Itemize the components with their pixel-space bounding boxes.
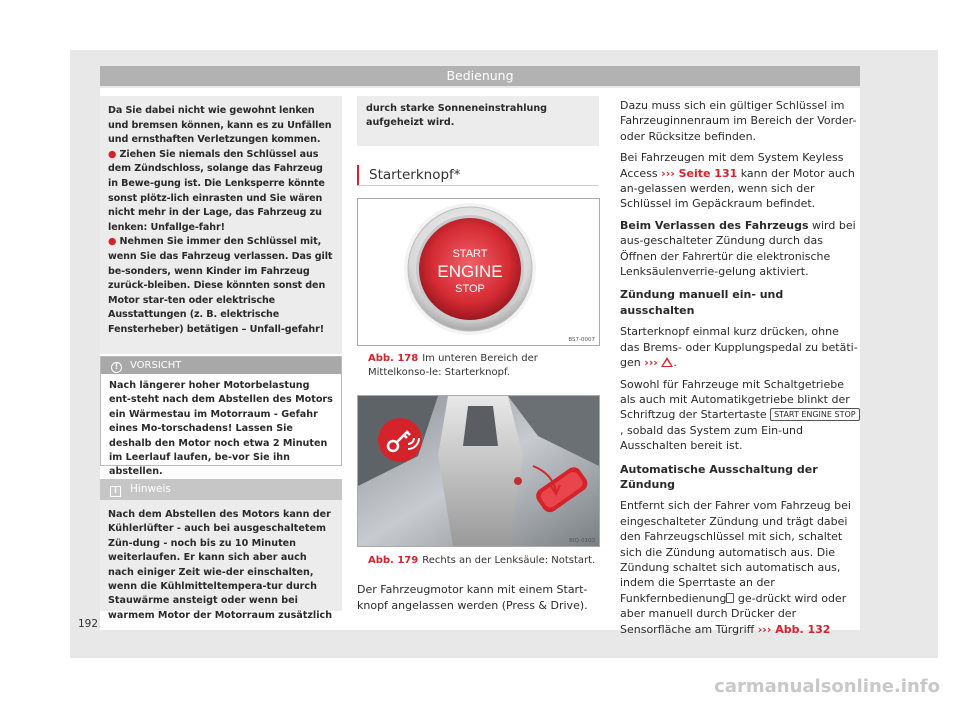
- wireless-key-icon: [378, 418, 422, 462]
- warning-box-continued: [100, 96, 342, 354]
- paragraph: [620, 498, 860, 637]
- figure-label: Abb. 179: [368, 555, 419, 566]
- warning-text-2: Ziehen Sie niemals den Schlüssel aus dem Zündschloss, solange das Fahrzeug in Bewe-gung ist. Die Lenksperre könnte sonst plötz-lich einrasten und Sie wären nicht mehr in der Lage, das Fahrzeug zu lenken: Unfallge-fahr!: [108, 148, 325, 233]
- subheading: Zündung manuell ein- und ausschalten: [620, 288, 784, 317]
- figure-reference-link[interactable]: ››› Abb. 132: [757, 622, 831, 636]
- paragraph: [620, 218, 860, 280]
- hint-header: [100, 479, 342, 500]
- figure-code: BIQ-0103: [569, 538, 595, 544]
- figure-caption: [368, 554, 596, 568]
- hint-box: [100, 479, 342, 621]
- info-circle-icon: !: [111, 362, 122, 373]
- caution-text: Nach längerer hoher Motorbelastung ent-steht nach dem Abstellen des Motors ein Wärmestau im Motorraum - Gefahr eines Mo-torschadens! Lassen Sie deshalb den Motor noch etwa 2 Minuten im Leerlauf laufen, be-vor Sie ihn abstellen.: [109, 380, 333, 478]
- figure-caption: [368, 352, 596, 379]
- paragraph: Dazu muss sich ein gültiger Schlüssel im Fahrzeuginnenraum im Bereich der Vorder- oder Rücksitze befinden.: [620, 99, 857, 143]
- figure-start-button: [357, 198, 600, 346]
- figure-caption-text: Rechts an der Lenksäule: Notstart.: [422, 555, 596, 566]
- button-text-engine: ENGINE: [437, 262, 503, 281]
- paragraph: [620, 150, 860, 212]
- caution-header: [101, 357, 341, 374]
- warning-triangle-icon: [661, 357, 673, 367]
- start-button-illustration: [358, 199, 599, 345]
- steering-column-illustration: [358, 396, 599, 546]
- lock-icon: [726, 593, 734, 603]
- bold-text: Beim Verlassen des Fahrzeugs: [620, 218, 809, 232]
- button-text-stop: STOP: [455, 283, 485, 295]
- hint-text: Nach dem Abstellen des Motors kann der Kühlerlüfter - auch bei ausgeschaltetem Zün-dung - noch bis zu 10 Minuten weiterlaufen. Er kann sich aber auch nach einiger Zeit wie-der einschalten, wenn die Kühlmitteltempera-tur durch Stauwärme ansteigt oder wenn bei warmem Motor der Motorraum zusätzlich: [108, 509, 333, 621]
- caution-heading: VORSICHT: [130, 360, 182, 371]
- warning-text-3: Nehmen Sie immer den Schlüssel mit, wenn Sie das Fahrzeug verlassen. Das gilt be-sonders, wenn Kinder im Fahrzeug zurück-bleiben. Diese könnten sonst den Motor star-ten oder elektrische Ausstattungen (z. B. elektrische Fensterheber) betätigen – Unfall-gefahr!: [108, 236, 333, 335]
- page-header: Bedienung: [100, 66, 860, 86]
- bullet-icon: ●: [108, 236, 117, 248]
- figure-code: BS7-0007: [568, 337, 595, 343]
- continued-box: durch starke Sonneneinstrahlung aufgeheizt wird.: [357, 96, 599, 146]
- subheading: Automatische Ausschaltung der Zündung: [620, 462, 818, 491]
- body-paragraph: Der Fahrzeugmotor kann mit einem Start-knopf angelassen werden (Press & Drive).: [357, 583, 588, 612]
- figure-caption-text: Im unteren Bereich der Mittelkonso-le: Starterknopf.: [368, 353, 538, 378]
- text-span: kann der Motor auch an-gelassen werden, wenn sich der Schlüssel im Gepäckraum befindet.: [620, 166, 855, 211]
- text-span: Entfernt sich der Fahrer vom Fahrzeug bei eingeschalteter Zündung und trägt dabei den Fahrzeugschlüssel mit sich, schaltet sich die Zündung automatisch aus. Die Zündung schaltet sich automatisch aus, indem die Sperrtaste an der Funkfernbedienung: [620, 499, 851, 605]
- button-text-start: START: [452, 248, 488, 260]
- warning-reference-link[interactable]: ›››: [644, 356, 658, 370]
- start-engine-stop-key: START ENGINE STOP: [770, 408, 860, 421]
- page-reference-link[interactable]: ››› Seite 131: [661, 166, 738, 180]
- text-span: Sowohl für Fahrzeuge mit Schaltgetriebe als auch mit Automatikgetriebe blinkt der Schriftzug der Startertaste: [620, 377, 850, 422]
- watermark: carmanualsonline.info: [714, 676, 940, 697]
- figure-emergency-start: [357, 395, 600, 547]
- text-span: Bei Fahrzeugen mit dem System Keyless Access: [620, 151, 844, 180]
- text-column-right: [620, 98, 860, 643]
- figure-label: Abb. 178: [368, 353, 419, 364]
- section-divider: [357, 185, 599, 186]
- warning-text-1: Da Sie dabei nicht wie gewohnt lenken und bremsen können, kann es zu Unfällen und ernsthaften Verletzungen kommen.: [108, 105, 332, 146]
- warning-bullet-item: [108, 148, 334, 236]
- bullet-icon: ●: [108, 148, 117, 160]
- caution-box: [100, 356, 342, 478]
- text-span: Starterknopf einmal kurz drücken, ohne das Brems- oder Kupplungspedal zu betäti-gen: [620, 325, 858, 370]
- paragraph: [620, 377, 860, 454]
- paragraph: [620, 324, 860, 370]
- hint-heading: Hinweis: [130, 483, 171, 495]
- text-span: , sobald das System zum Ein-und Ausschalten bereit ist.: [620, 423, 804, 453]
- warning-bullet-item: [108, 235, 334, 337]
- text-span: .: [673, 356, 677, 370]
- text-span: ge-drückt wird oder aber manuell durch Drücker der Sensorfläche am Türgriff: [620, 591, 847, 636]
- section-title: Starterknopf*: [357, 165, 599, 185]
- info-square-icon: i: [110, 486, 121, 497]
- page-number: 192: [78, 618, 99, 630]
- text-span: wird bei aus-geschalteter Zündung durch das Öffnen der Fahrertür die elektronische Lenksäulenverrie-gelung aktiviert.: [620, 218, 856, 279]
